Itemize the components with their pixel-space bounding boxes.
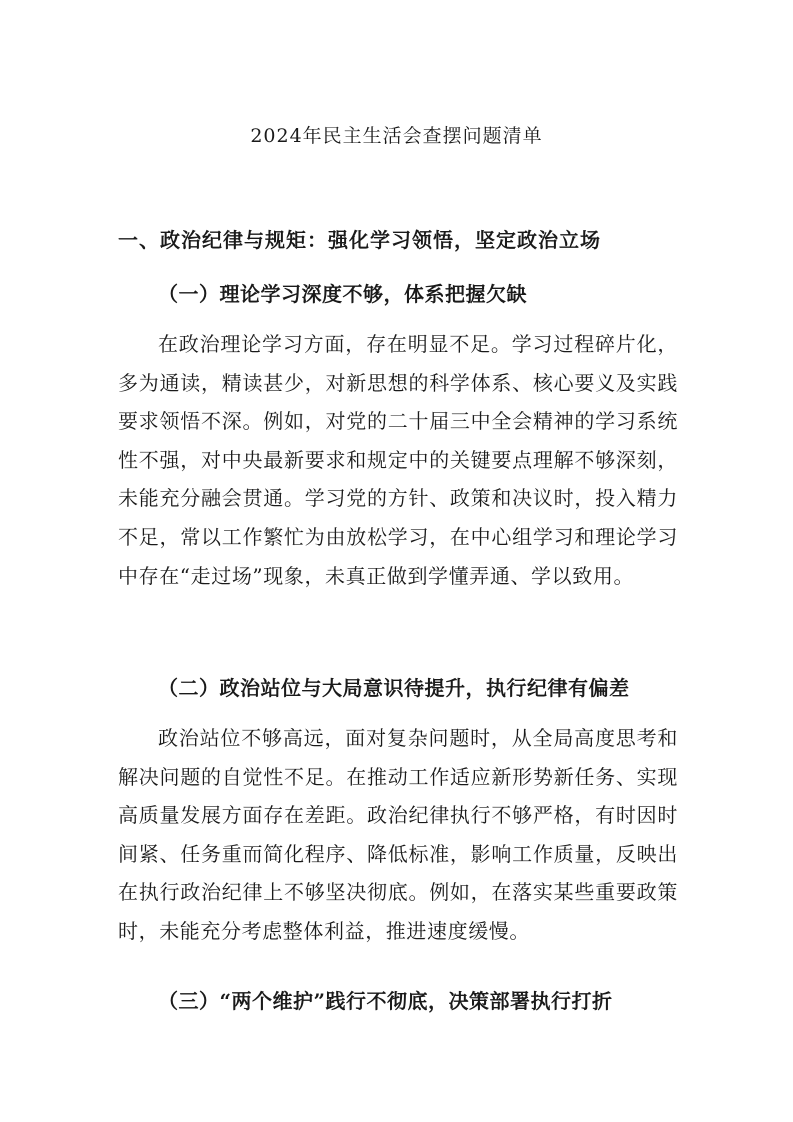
subsection-heading-3: （三）“两个维护”践行不彻底，决策部署执行打折 — [158, 989, 613, 1013]
subsection-heading-2: （二）政治站位与大局意识待提升，执行纪律有偏差 — [158, 676, 630, 700]
section-heading-1: 一、政治纪律与规矩：强化学习领悟，坚定政治立场 — [118, 228, 601, 252]
subsection-body-1: 在政治理论学习方面，存在明显不足。学习过程碎片化，多为通读，精读甚少，对新思想的科学体系、核心要义及实践要求领悟不深。例如，对党的二十届三中全会精神的学习系统性不强，对中央最新要求和规定中的关键要点理解不够深刻，未能充分融会贯通。学习党的方针、政策和决议时，投入精力不足，常以工作繁忙为由放松学习，在中心组学习和理论学习中存在“走过场”现象，未真正做到学懂弄通、学以致用。 — [118, 332, 678, 588]
subsection-heading-1: （一）理论学习深度不够，体系把握欠缺 — [158, 282, 527, 306]
document-title: 2024年民主生活会查摆问题清单 — [250, 125, 543, 147]
subsection-body-2: 政治站位不够高远，面对复杂问题时，从全局高度思考和解决问题的自觉性不足。在推动工作适应新形势新任务、实现高质量发展方面存在差距。政治纪律执行不够严格，有时因时间紧、任务重而简化程序、降低标准，影响工作质量，反映出在执行政治纪律上不够坚决彻底。例如，在落实某些重要政策时，未能充分考虑整体利益，推进速度缓慢。 — [118, 726, 678, 943]
